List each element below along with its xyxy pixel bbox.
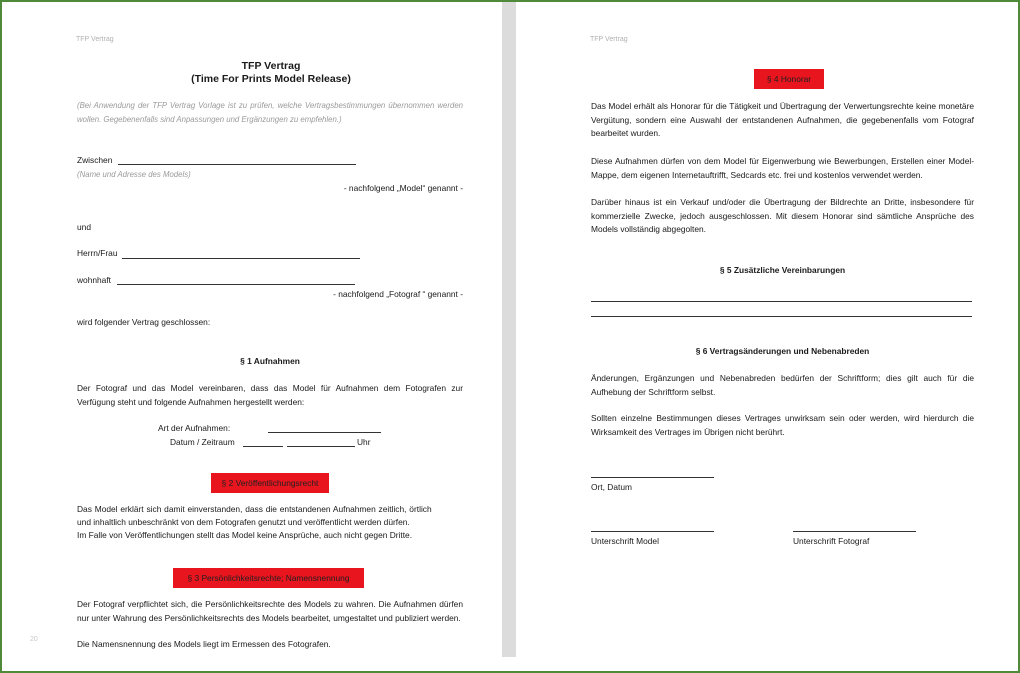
art-label: Art der Aufnahmen: bbox=[158, 423, 231, 433]
section-1-heading: § 1 Aufnahmen bbox=[240, 356, 300, 366]
model-genannt: - nachfolgend „Model“ genannt - bbox=[343, 183, 463, 193]
model-name-line[interactable] bbox=[118, 164, 356, 165]
section-2-line2: und inhaltlich unbeschränkt von dem Fotografen genutzt und veröffentlicht werden dürfen. bbox=[77, 517, 410, 527]
zwischen-label: Zwischen bbox=[77, 155, 113, 165]
datum-line[interactable] bbox=[243, 446, 283, 447]
signature-fotograf-line[interactable] bbox=[793, 531, 916, 532]
und-label: und bbox=[77, 222, 91, 232]
section-3-last: Die Namensnennung des Models liegt im Ermessen des Fotografen. bbox=[77, 639, 331, 649]
agreement-line-2[interactable] bbox=[591, 316, 972, 317]
section-2-line3: Im Falle von Veröffentlichungen stellt das Model keine Ansprüche, auch nicht gegen Dritte. bbox=[77, 530, 413, 540]
contract-intro: wird folgender Vertrag geschlossen: bbox=[77, 317, 211, 327]
section-6-paragraph-1: Änderungen, Ergänzungen und Nebenabreden bedürfen der Schriftform; dies gilt auch für die Aufhebung der Schriftform selbst. bbox=[591, 373, 974, 397]
section-4-paragraph-2: Diese Aufnahmen dürfen von dem Model für Eigenwerbung wie Bewerbungen, Erstellen einer Model-Mappe, dem eigenen Internetauftrifft, Sedcards etc. frei und kostenlos verwendet werden. bbox=[591, 156, 974, 180]
running-header: TFP Vertrag bbox=[590, 36, 628, 43]
section-2-line1: Das Model erklärt sich damit einverstanden, dass die entstandenen Aufnahmen zeitlich, örtlich bbox=[77, 504, 432, 514]
section-2-heading: § 2 Veröffentlichungsrecht bbox=[211, 473, 329, 493]
ort-datum-line[interactable] bbox=[591, 477, 714, 478]
name-hint: (Name und Adresse des Models) bbox=[77, 170, 191, 179]
zeit-line[interactable] bbox=[287, 446, 355, 447]
datum-label: Datum / Zeitraum bbox=[170, 437, 235, 447]
document-page-left bbox=[2, 2, 502, 671]
agreement-line-1[interactable] bbox=[591, 301, 972, 302]
section-4-paragraph-3: Darüber hinaus ist ein Verkauf und/oder die Übertragung der Bildrechte an Dritte, insbesondere für kommerzielle Zwecke, jedoch ausgeschlossen. Mit diesem Honorar sind sämtliche Ansprüche des Models vollständig abgegolten. bbox=[591, 197, 974, 234]
section-5-heading: § 5 Zusätzliche Vereinbarungen bbox=[719, 265, 846, 275]
fotograf-name-line[interactable] bbox=[122, 258, 360, 259]
intro-note: (Bei Anwendung der TFP Vertrag Vorlage ist zu prüfen, welche Vertragsbestimmungen übernommen werden wollen. Gegebenenfalls sind Anpassungen und Ergänzungen zu empfehlen.) bbox=[77, 101, 463, 124]
document-title: TFP Vertrag bbox=[241, 60, 301, 72]
ort-datum-label: Ort, Datum bbox=[591, 482, 632, 492]
wohnhaft-label: wohnhaft bbox=[77, 275, 111, 285]
page-gutter bbox=[502, 2, 516, 657]
section-3-text: Der Fotograf verpflichtet sich, die Persönlichkeitsrechte des Models zu wahren. Die Aufnahmen dürfen nur unter Wahrung des Persönlichkeitsrechts des Models bearbeitet, umgestaltet und publiziert werden. bbox=[77, 599, 463, 623]
section-4-paragraph-1: Das Model erhält als Honorar für die Tätigkeit und Übertragung der Verwertungsrechte keine monetäre Vergütung, sondern eine Auswahl der entstandenen Aufnahmen, die gegebenenfalls vom Fotograf bearbeitet wurden. bbox=[591, 101, 974, 138]
fotograf-genannt: - nachfolgend „Fotograf “ genannt - bbox=[333, 289, 463, 299]
section-3-heading: § 3 Persönlichkeitsrechte; Namensnennung bbox=[173, 568, 364, 588]
document-subtitle: (Time For Prints Model Release) bbox=[191, 73, 351, 85]
page-number: 20 bbox=[30, 636, 38, 643]
document-page-right bbox=[516, 2, 1016, 671]
signature-fotograf-label: Unterschrift Fotograf bbox=[793, 536, 870, 546]
section-6-heading: § 6 Vertragsänderungen und Nebenabreden bbox=[695, 346, 870, 356]
herr-frau-label: Herrn/Frau bbox=[77, 248, 118, 258]
section-4-heading: § 4 Honorar bbox=[754, 69, 824, 89]
signature-model-label: Unterschrift Model bbox=[591, 536, 659, 546]
section-1-text: Der Fotograf und das Model vereinbaren, dass das Model für Aufnahmen dem Fotografen zur Verfügung steht und folgende Aufnahmen hergestellt werden: bbox=[77, 383, 463, 407]
signature-model-line[interactable] bbox=[591, 531, 714, 532]
fotograf-address-line[interactable] bbox=[117, 284, 355, 285]
art-line[interactable] bbox=[268, 432, 381, 433]
section-6-paragraph-2: Sollten einzelne Bestimmungen dieses Vertrages unwirksam sein oder werden, wird hierdurch die Wirksamkeit des Vertrages im Übrigen nicht berührt. bbox=[591, 413, 974, 437]
running-header: TFP Vertrag bbox=[76, 36, 114, 43]
uhr-label: Uhr bbox=[357, 437, 371, 447]
